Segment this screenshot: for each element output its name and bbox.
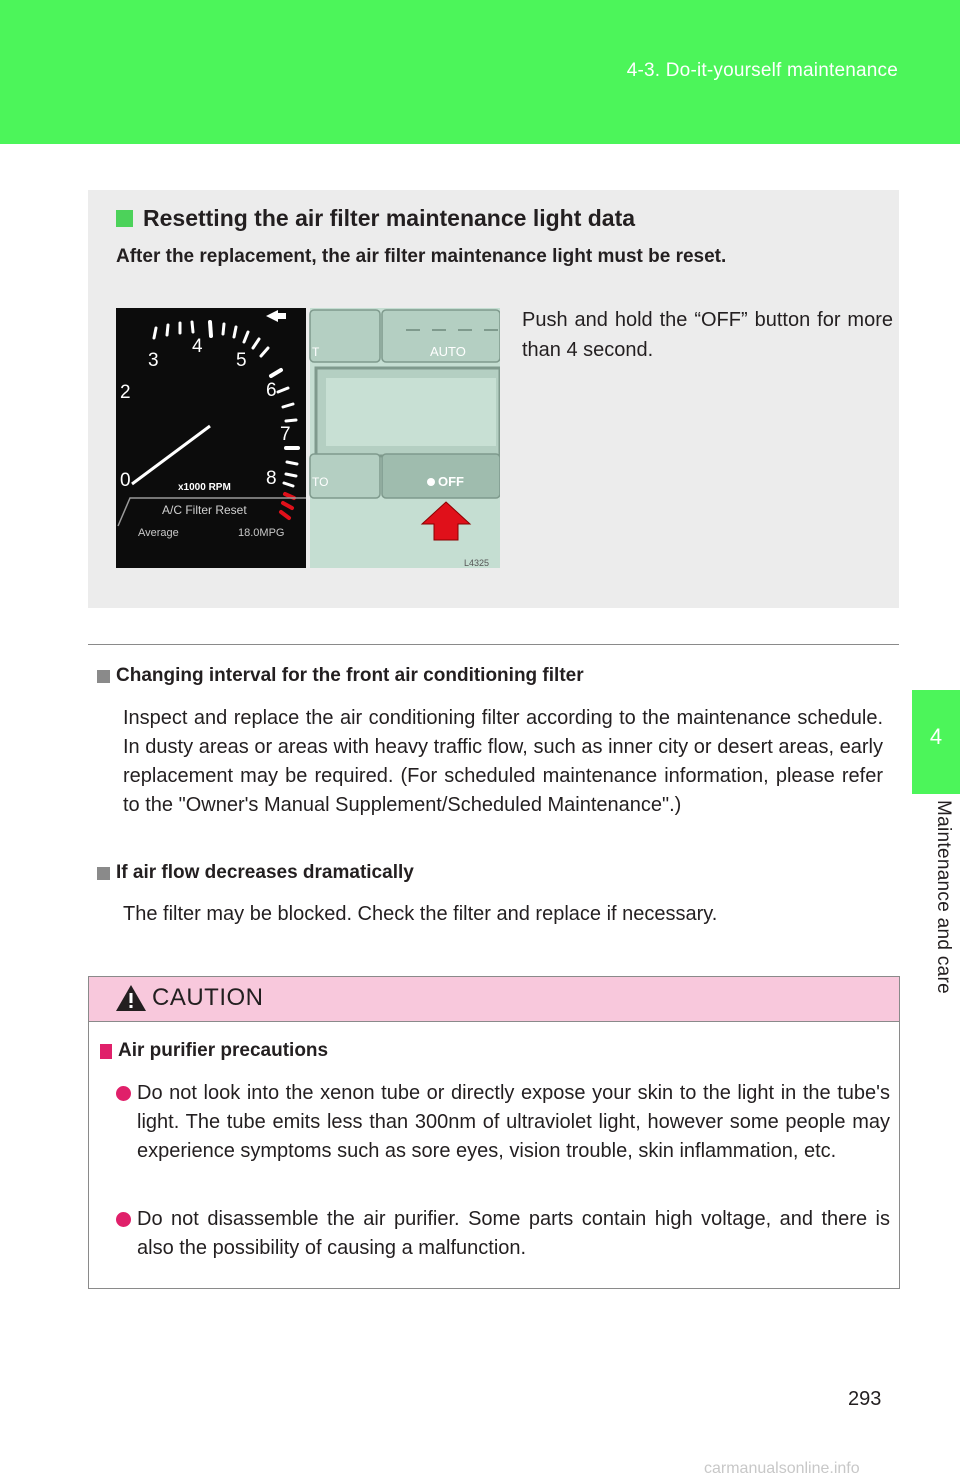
display-title: A/C Filter Reset: [162, 503, 247, 517]
caution-bullet: [116, 1079, 890, 1166]
caution-header: [89, 977, 899, 1022]
chapter-label: Maintenance and care: [933, 800, 954, 995]
panel-left-fragment: T: [312, 345, 320, 359]
caution-bullet-text: Do not look into the xenon tube or directly expose your skin to the light in the tube's light. The tube emits less than 300nm of ultraviolet light, however some people may experience symptoms such as sore eyes, vision trouble, skin inflammation, etc.: [137, 1082, 890, 1162]
divider: [88, 644, 899, 645]
pink-square-icon: [100, 1044, 112, 1059]
caution-title: CAUTION: [152, 984, 264, 1011]
caution-heading-text: Air purifier precautions: [118, 1040, 329, 1061]
reset-instruction: Push and hold the “OFF” button for more than 4 second.: [522, 309, 893, 361]
gray-square-icon: [97, 867, 110, 880]
note-heading-text: Changing interval for the front air conditioning filter: [116, 665, 584, 686]
note-body-air-flow: The filter may be blocked. Check the filter and replace if necessary.: [123, 903, 718, 925]
gauge-number: 6: [266, 380, 277, 401]
bullet-dot-icon: [116, 1212, 131, 1227]
gray-square-icon: [97, 670, 110, 683]
page-number: 293: [848, 1388, 882, 1410]
gauge-number: 5: [236, 350, 247, 371]
auto-label: AUTO: [430, 344, 466, 359]
note-heading-text: If air flow decreases dramatically: [116, 862, 414, 883]
note-heading-air-flow: [97, 862, 414, 884]
reset-illustration: [116, 308, 500, 568]
green-square-icon: [116, 210, 133, 227]
display-right: 18.0MPG: [238, 527, 285, 539]
note-body-filter-interval: Inspect and replace the air conditioning filter according to the maintenance schedule. In dusty areas or areas with heavy traffic flow, such as inner city or desert areas, early replacement may be required. (For scheduled maintenance information, please refer to the "Owner's Manual Supplement/Scheduled Maintenance".): [123, 707, 883, 816]
chapter-number: 4: [929, 724, 943, 749]
caution-bullet: [116, 1205, 890, 1263]
gauge-number: 8: [266, 468, 277, 489]
gauge-number: 2: [120, 382, 131, 403]
reset-heading: [116, 205, 635, 232]
reset-heading-text: Resetting the air filter maintenance light data: [143, 205, 636, 231]
panel-to-fragment: TO: [312, 475, 329, 489]
off-label: OFF: [438, 474, 464, 489]
gauge-number: 7: [280, 424, 291, 445]
caution-bullet-text: Do not disassemble the air purifier. Some parts contain high voltage, and there is also the possibility of causing a malfunction.: [137, 1208, 890, 1259]
reset-subheading: After the replacement, the air filter maintenance light must be reset.: [116, 246, 727, 267]
section-title: 4-3. Do-it-yourself maintenance: [626, 60, 898, 81]
fan-icon: [427, 478, 435, 486]
warning-triangle-icon: [115, 983, 147, 1013]
gauge-number: 3: [148, 350, 159, 371]
gauge-number: 0: [120, 470, 131, 491]
gauge-number: 4: [192, 336, 203, 357]
display-left: Average: [138, 527, 179, 539]
caution-heading: [100, 1040, 328, 1062]
figure-code: L4325: [464, 558, 490, 568]
bullet-dot-icon: [116, 1086, 131, 1101]
watermark: carmanualsonline.info: [704, 1460, 860, 1477]
note-heading-filter-interval: [97, 665, 584, 687]
rpm-label: x1000 RPM: [178, 482, 231, 493]
